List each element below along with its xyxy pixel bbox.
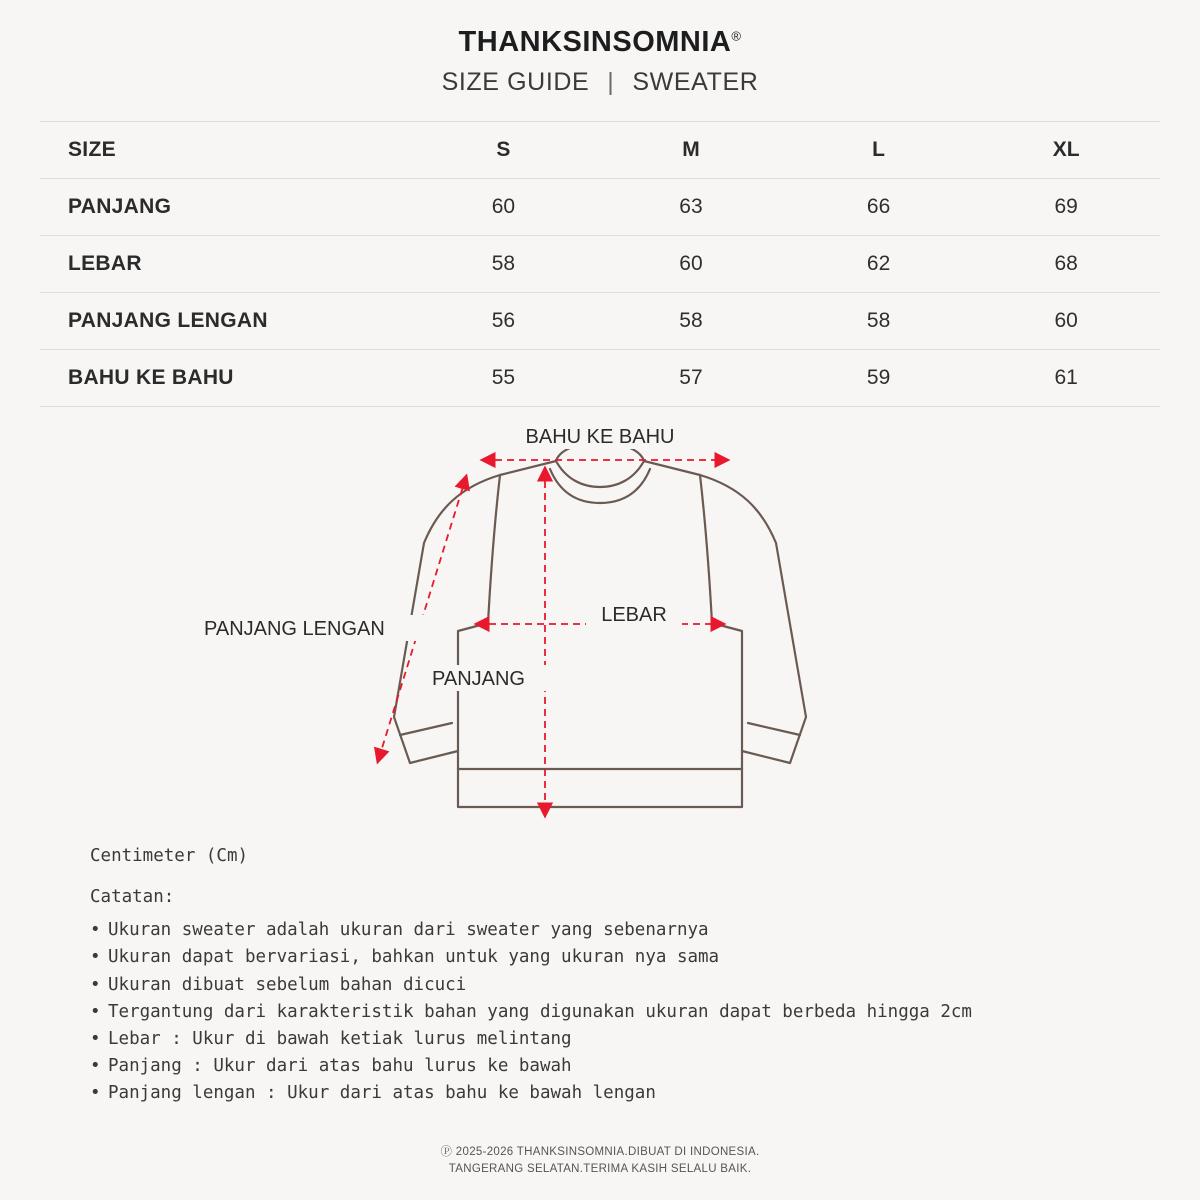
row-label-bahu-ke-bahu: BAHU KE BAHU <box>40 350 410 407</box>
list-item: • Tergantung dari karakteristik bahan yang digunakan ukuran dapat berbeda hingga 2cm <box>90 999 1200 1026</box>
cell-lebar-l: 62 <box>785 236 973 293</box>
page-subtitle <box>0 68 1200 97</box>
cell-panjang-s: 60 <box>410 179 598 236</box>
cell-panjang-l: 66 <box>785 179 973 236</box>
column-header-m: M <box>597 122 785 179</box>
diagram-label-bahu-ke-bahu: BAHU KE BAHU <box>525 426 675 448</box>
cell-panjang-xl: 69 <box>972 179 1160 236</box>
cell-lebar-m: 60 <box>597 236 785 293</box>
cell-panjang-lengan-l: 58 <box>785 293 973 350</box>
column-header-l: L <box>785 122 973 179</box>
column-header-size: SIZE <box>40 122 410 179</box>
list-item: • Ukuran sweater adalah ukuran dari sweater yang sebenarnya <box>90 917 1200 944</box>
cell-panjang-lengan-xl: 60 <box>972 293 1160 350</box>
subtitle-separator: | <box>607 68 615 96</box>
size-table <box>40 121 1160 407</box>
row-label-panjang-lengan: PANJANG LENGAN <box>40 293 410 350</box>
cell-panjang-m: 63 <box>597 179 785 236</box>
page-header <box>0 0 1200 97</box>
cell-panjang-lengan-m: 58 <box>597 293 785 350</box>
column-header-s: S <box>410 122 598 179</box>
diagram-label-panjang: PANJANG <box>432 668 525 690</box>
row-label-lebar: LEBAR <box>40 236 410 293</box>
brand-name: THANKSINSOMNIA <box>458 26 732 58</box>
measurement-arrows <box>378 460 727 815</box>
notes-list <box>90 917 1200 1107</box>
cell-lebar-s: 58 <box>410 236 598 293</box>
list-item: • Lebar : Ukur di bawah ketiak lurus melintang <box>90 1026 1200 1053</box>
cell-panjang-lengan-s: 56 <box>410 293 598 350</box>
subtitle-right: SWEATER <box>632 68 759 96</box>
table-row <box>40 293 1160 350</box>
registered-mark: ® <box>731 28 742 44</box>
cell-lebar-xl: 68 <box>972 236 1160 293</box>
cell-bahu-l: 59 <box>785 350 973 407</box>
sweater-diagram <box>0 417 1200 837</box>
list-item: • Panjang : Ukur dari atas bahu lurus ke bawah <box>90 1053 1200 1080</box>
brand-title <box>459 26 742 59</box>
size-table-head <box>40 122 1160 179</box>
notes-heading: Catatan: <box>90 887 175 908</box>
subtitle-left: SIZE GUIDE <box>441 68 590 96</box>
page-footer <box>0 1144 1200 1179</box>
list-item: • Panjang lengan : Ukur dari atas bahu ke bawah lengan <box>90 1080 1200 1107</box>
unit-label: Centimeter (Cm) <box>90 846 249 866</box>
table-row <box>40 179 1160 236</box>
cell-bahu-s: 55 <box>410 350 598 407</box>
notes-section <box>90 843 1200 1107</box>
size-table-wrap <box>40 121 1160 407</box>
list-item: • Ukuran dapat bervariasi, bahkan untuk yang ukuran nya sama <box>90 944 1200 971</box>
table-row <box>40 350 1160 407</box>
footer-line-2: TANGERANG SELATAN.TERIMA KASIH SELALU BAIK. <box>448 1162 752 1175</box>
footer-line-1: Ⓟ 2025-2026 THANKSINSOMNIA.DIBUAT DI INDONESIA. <box>440 1145 760 1158</box>
column-header-xl: XL <box>972 122 1160 179</box>
diagram-label-panjang-lengan: PANJANG LENGAN <box>204 618 385 640</box>
list-item: • Ukuran dibuat sebelum bahan dicuci <box>90 972 1200 999</box>
cell-bahu-xl: 61 <box>972 350 1160 407</box>
table-row <box>40 236 1160 293</box>
row-label-panjang: PANJANG <box>40 179 410 236</box>
diagram-label-lebar: LEBAR <box>601 604 667 626</box>
cell-bahu-m: 57 <box>597 350 785 407</box>
table-header-row <box>40 122 1160 179</box>
size-table-body <box>40 179 1160 407</box>
